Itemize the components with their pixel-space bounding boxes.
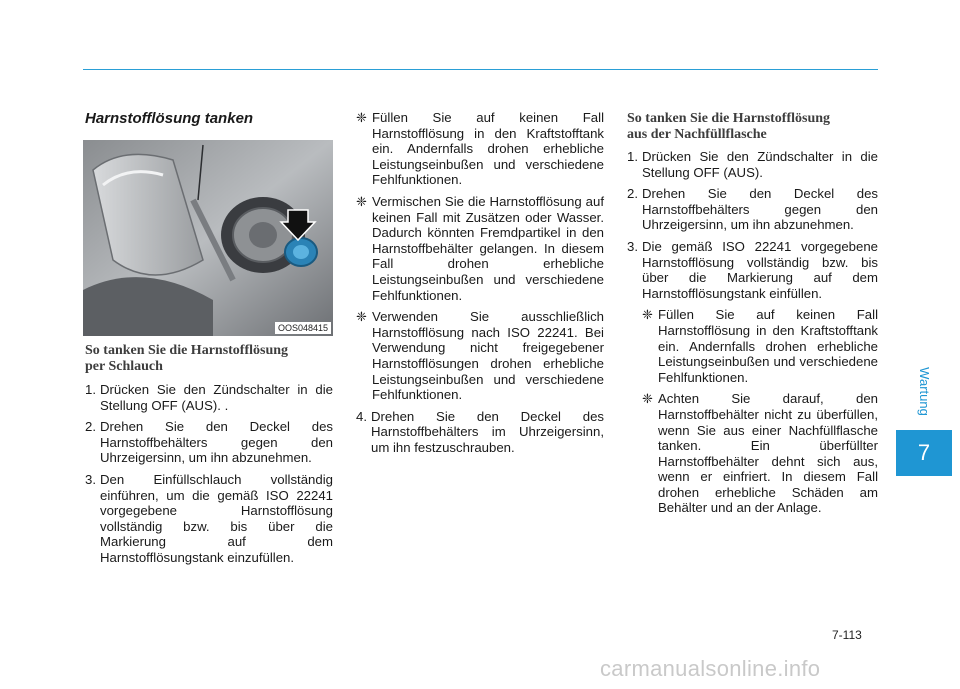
note-item: ❈ Füllen Sie auf keinen Fall Harnstofflösung in den Kraftstofftank ein. Andernfalls drohen erhebliche Leistungseinbußen und verschiedene Fehlfunktionen. xyxy=(356,110,604,188)
bottle-heading: So tanken Sie die Harnstofflösung aus der Nachfüllflasche xyxy=(627,111,831,142)
notes-column xyxy=(356,110,604,461)
note-item: ❈ Verwenden Sie ausschließlich Harnstofflösung nach ISO 22241. Bei Verwendung nicht freigegebener Harnstofflösungen drohen erhebliche Leistungseinbußen und verschiedene Fehlfunktionen. xyxy=(356,309,604,403)
bottle-step-2: 2. Drehen Sie den Deckel des Harnstoffbehälters gegen den Uhrzeigersinn, um ihn abzunehmen. xyxy=(627,186,878,233)
chapter-label: Wartung xyxy=(916,366,932,416)
fuel-door-photo xyxy=(83,140,333,336)
bottle-step-3: 3. Die gemäß ISO 22241 vorgegebene Harnstofflösung vollständig bzw. bis über die Markierung auf dem Harnstofflösungstank einfüllen. xyxy=(627,238,878,301)
page-number: 7-113 xyxy=(832,628,862,642)
photo-caption: OOS048415 xyxy=(275,322,331,334)
hose-step-4: 4. Drehen Sie den Deckel des Harnstoffbehälters im Uhrzeigersinn, um ihn festzuschrauben. xyxy=(356,408,604,455)
fuel-door-illustration xyxy=(83,140,333,336)
bottle-procedure xyxy=(627,111,878,522)
note-item: ❈ Füllen Sie auf keinen Fall Harnstofflösung in den Kraftstofftank ein. Andernfalls drohen erhebliche Leistungseinbußen und verschiedene Fehlfunktionen. xyxy=(642,307,878,385)
watermark-link[interactable]: carmanualsonline.info xyxy=(600,656,821,681)
hose-procedure xyxy=(85,343,333,572)
section-title: Harnstofflösung tanken xyxy=(85,110,254,127)
bottle-step-1: 1. Drücken Sie den Zündschalter in die Stellung OFF (AUS). xyxy=(627,149,878,180)
bottle-notes xyxy=(627,307,878,516)
note-item: ❈ Achten Sie darauf, den Harnstoffbehälter nicht zu überfüllen, wenn Sie aus einer Nachfüllflasche tanken. Ein überfüllter Harnstoffbehälter dehnt sich aus, wenn er einfriert. In diesem Fall drohen erhebliche Schäden am Behälter und an der Anlage. xyxy=(642,391,878,516)
chapter-number-tab: 7 xyxy=(896,430,952,476)
top-rule xyxy=(83,69,878,70)
note-item: ❈ Vermischen Sie die Harnstofflösung auf keinen Fall mit Zusätzen oder Wasser. Dadurch könnten Fremdpartikel in den Harnstoffbehälter gelangen. In diesem Fall drohen erhebliche Leistungseinbußen und verschiedene Fehlfunktionen. xyxy=(356,193,604,303)
hose-heading: So tanken Sie die Harnstofflösung per Schlauch xyxy=(85,343,289,374)
hose-step-3: 3. Den Einfüllschlauch vollständig einführen, um die gemäß ISO 22241 vorgegebene Harnstofflösung vollständig bzw. bis über die Markierung auf dem Harnstofflösungstank einzufüllen. xyxy=(85,471,333,565)
hose-step-1: 1. Drücken Sie den Zündschalter in die Stellung OFF (AUS). . xyxy=(85,382,333,413)
hose-step-2: 2. Drehen Sie den Deckel des Harnstoffbehälters gegen den Uhrzeigersinn, um ihn abzunehmen. xyxy=(85,419,333,466)
